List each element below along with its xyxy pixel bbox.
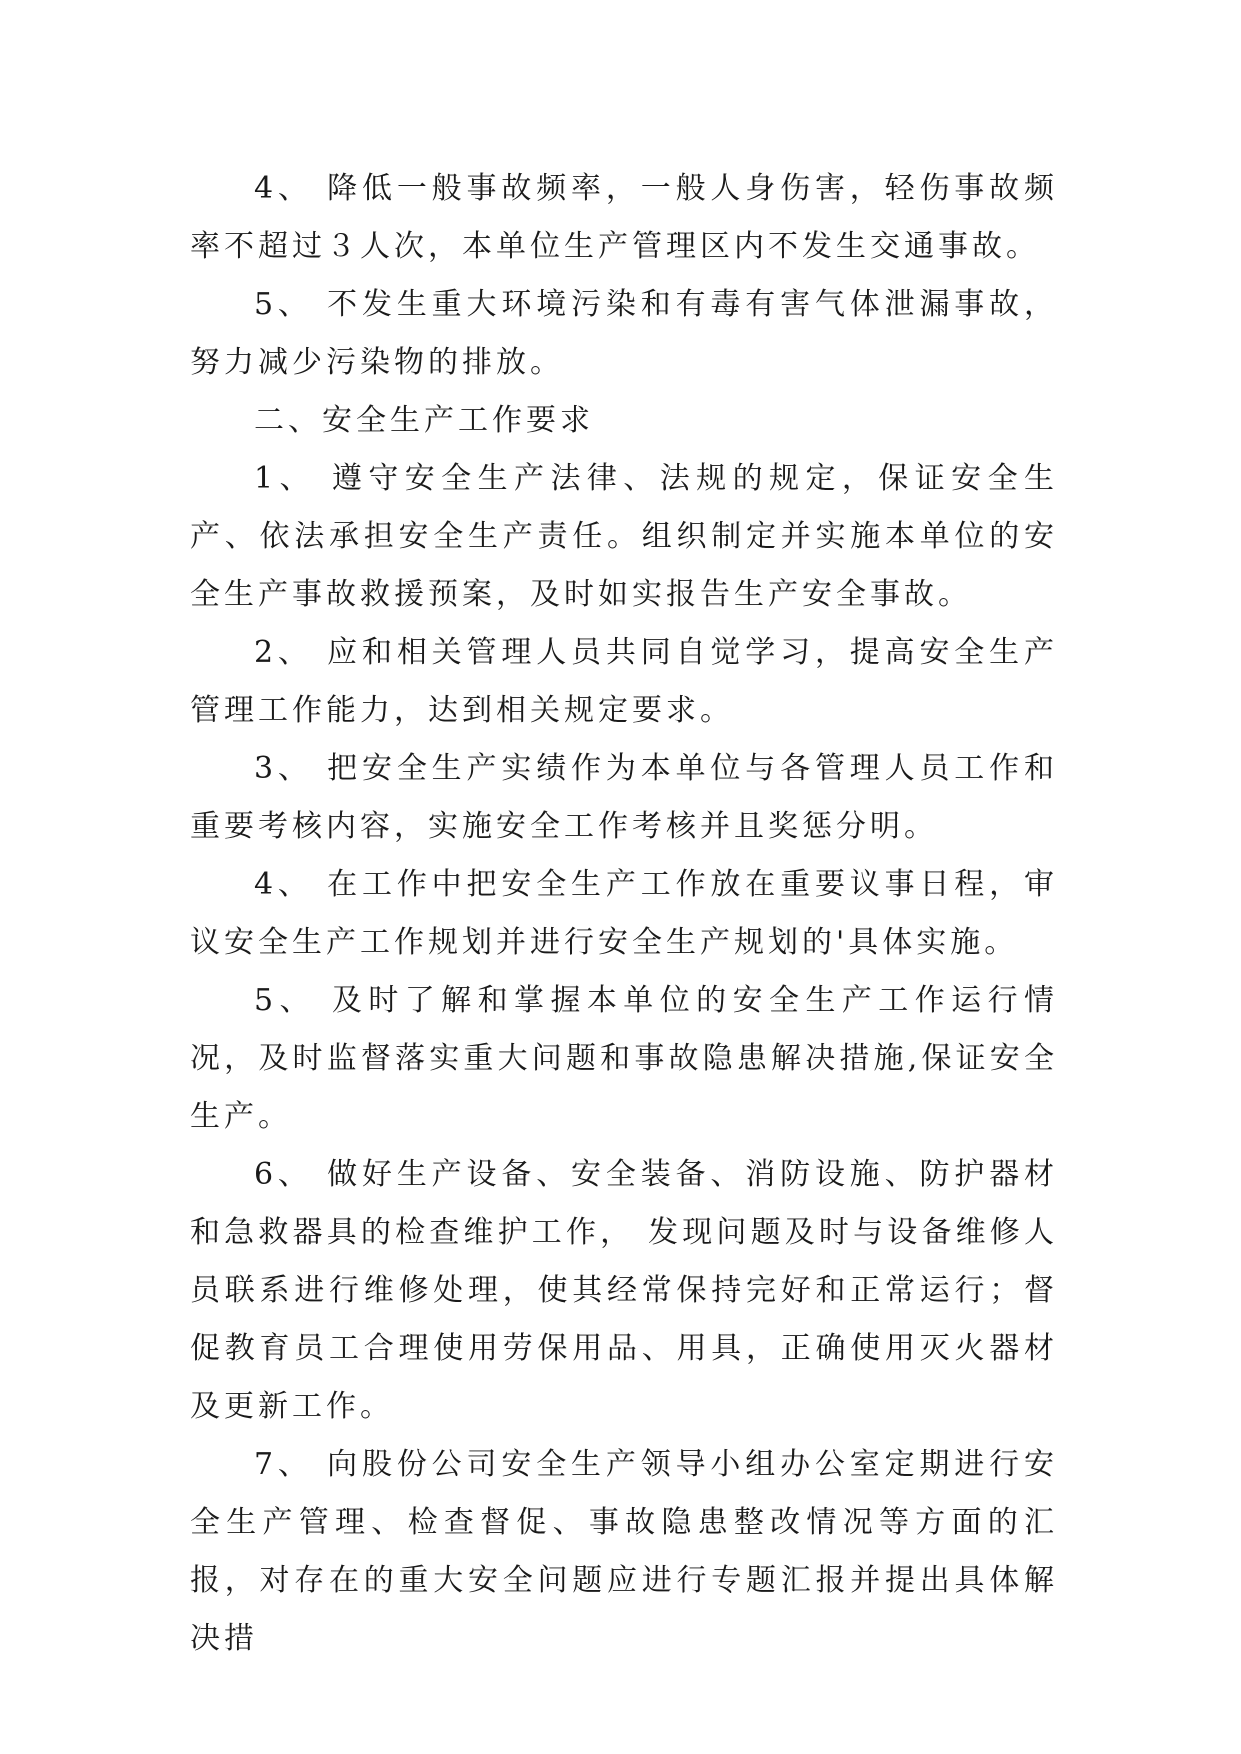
section-heading: 二、安全生产工作要求 xyxy=(254,403,594,438)
requirement-4: 4、 在工作中把安全生产工作放在重要议事日程，审议安全生产工作规划并进行安全生产规划的'具体实施。 xyxy=(190,867,1058,960)
document-body xyxy=(190,160,1058,1668)
paragraph-goal-5: 5、 不发生重大环境污染和有毒有害气体泄漏事故，努力减少污染物的排放。 xyxy=(190,287,1058,380)
paragraph-goal-4: 4、 降低一般事故频率，一般人身伤害，轻伤事故频率不超过３人次，本单位生产管理区内不发生交通事故。 xyxy=(190,171,1058,264)
requirement-2: 2、 应和相关管理人员共同自觉学习，提高安全生产管理工作能力，达到相关规定要求。 xyxy=(190,635,1058,728)
requirement-1: 1、 遵守安全生产法律、法规的规定，保证安全生产、依法承担安全生产责任。组织制定并实施本单位的安全生产事故救援预案，及时如实报告生产安全事故。 xyxy=(190,461,1058,612)
requirement-3: 3、 把安全生产实绩作为本单位与各管理人员工作和重要考核内容，实施安全工作考核并且奖惩分明。 xyxy=(190,751,1058,844)
requirement-6: 6、 做好生产设备、安全装备、消防设施、防护器材和急救器具的检查维护工作， 发现问题及时与设备维修人员联系进行维修处理，使其经常保持完好和正常运行；督促教育员工合理使用劳保用品、用具，正确使用灭火器材及更新工作。 xyxy=(190,1157,1058,1424)
requirement-5: 5、 及时了解和掌握本单位的安全生产工作运行情况，及时监督落实重大问题和事故隐患解决措施,保证安全生产。 xyxy=(190,983,1058,1134)
requirement-7: 7、 向股份公司安全生产领导小组办公室定期进行安全生产管理、检查督促、事故隐患整改情况等方面的汇报，对存在的重大安全问题应进行专题汇报并提出具体解决措 xyxy=(190,1447,1058,1656)
